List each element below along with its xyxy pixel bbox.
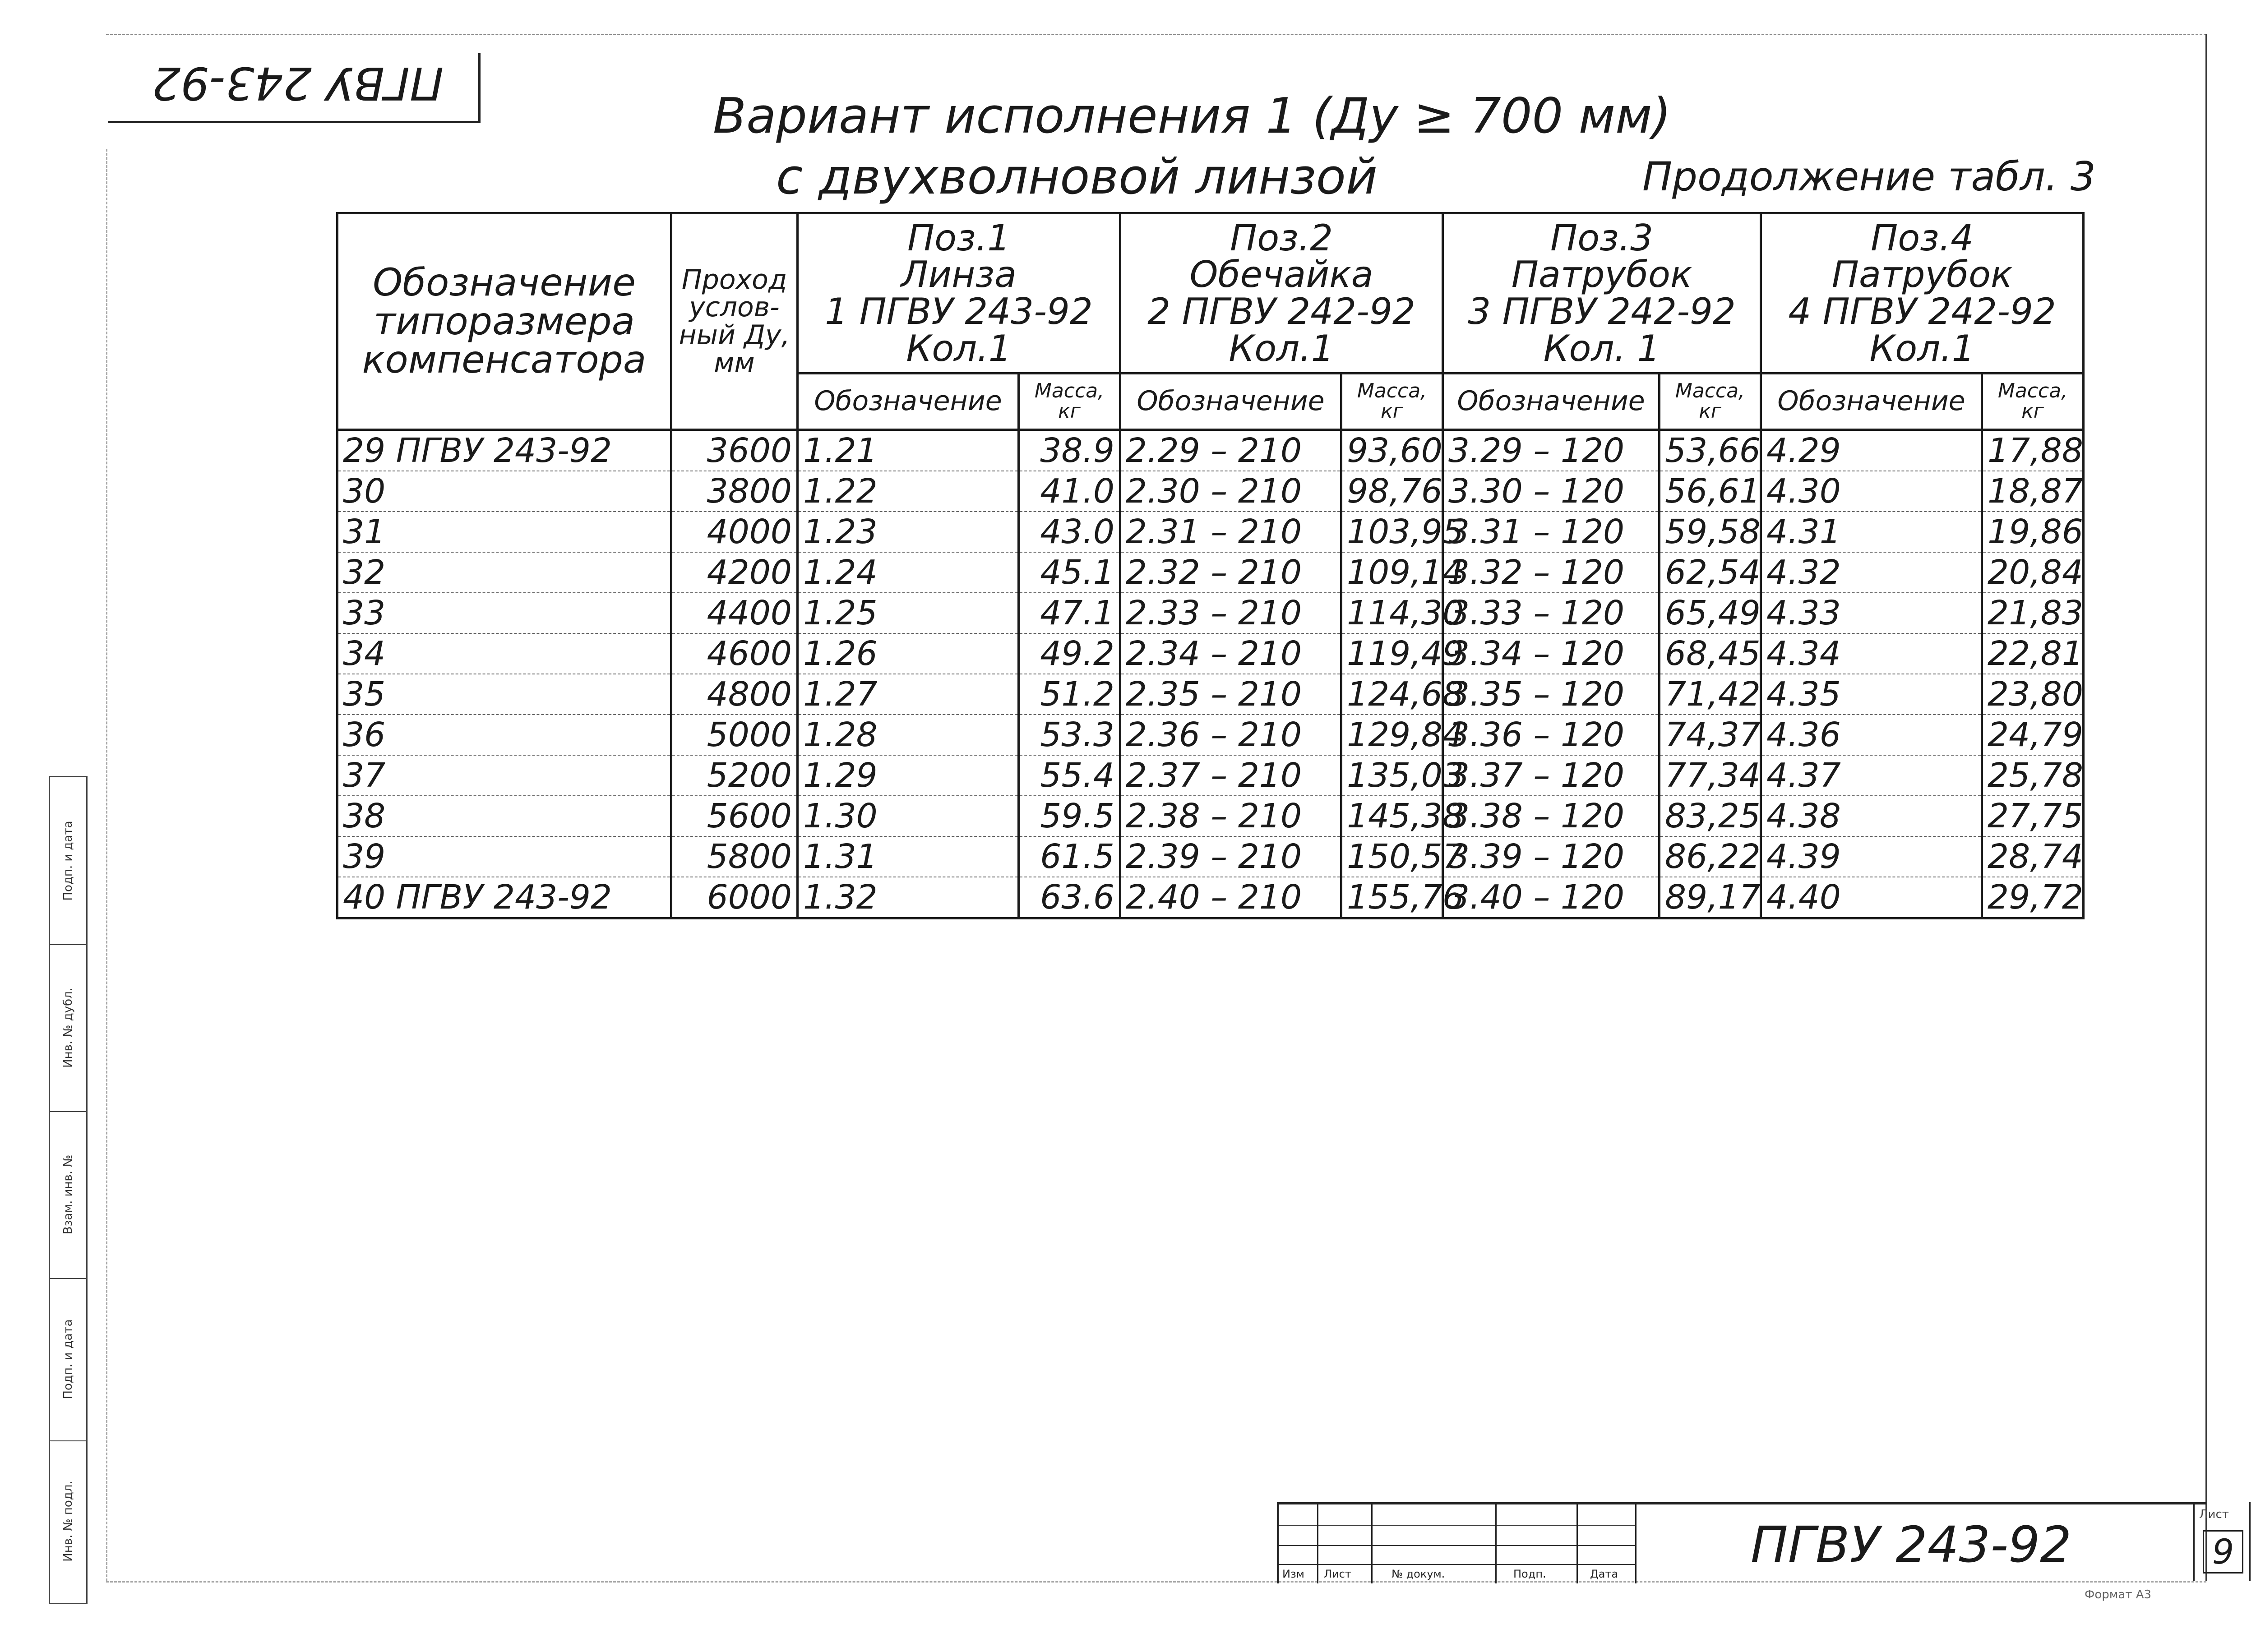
pos3-doc: 3 ПГВУ 242-92: [1468, 291, 1736, 332]
cell-pos4-designation: 4.31: [1761, 512, 1982, 552]
cell-pos4-mass: 22,81: [1982, 633, 2084, 674]
cell-designation: 35: [337, 674, 671, 715]
header-dn: [671, 213, 798, 430]
header-pos4: [1761, 213, 2084, 374]
header-dn-label: Проход услов- ный Ду,: [679, 264, 790, 351]
side-cell: [50, 1111, 86, 1279]
title-block: [1277, 1502, 2206, 1583]
cell-pos1-mass: 63.6: [1019, 877, 1120, 918]
pos3-name: Патрубок: [1511, 254, 1692, 296]
cell-pos3-mass: 89,17: [1660, 877, 1761, 918]
table-row: [337, 715, 2084, 755]
cell-pos3-designation: 3.40 – 120: [1443, 877, 1660, 918]
cell-pos3-mass: 59,58: [1660, 512, 1761, 552]
cell-pos2-designation: 2.36 – 210: [1120, 715, 1341, 755]
cell-pos2-designation: 2.33 – 210: [1120, 593, 1341, 633]
cell-pos2-designation: 2.29 – 210: [1120, 430, 1341, 471]
cell-pos4-designation: 4.37: [1761, 755, 1982, 796]
cell-designation: 29 ПГВУ 243-92: [337, 430, 671, 471]
cell-pos2-mass: 98,76: [1341, 471, 1443, 512]
cell-pos2-mass: 109,14: [1341, 552, 1443, 593]
cell-pos4-designation: 4.34: [1761, 633, 1982, 674]
table-row: [337, 471, 2084, 512]
cell-pos4-mass: 29,72: [1982, 877, 2084, 918]
cell-pos1-mass: 43.0: [1019, 512, 1120, 552]
cell-pos2-mass: 145,38: [1341, 796, 1443, 836]
cell-dn: 4400: [671, 593, 798, 633]
cell-pos2-designation: 2.37 – 210: [1120, 755, 1341, 796]
cell-designation: 34: [337, 633, 671, 674]
subheader-pos4-designation: Обозначение: [1761, 374, 1982, 430]
side-cell: [50, 777, 86, 945]
cell-pos3-mass: 77,34: [1660, 755, 1761, 796]
pos2-name: Обечайка: [1189, 254, 1373, 296]
cell-pos4-designation: 4.32: [1761, 552, 1982, 593]
cell-pos4-mass: 18,87: [1982, 471, 2084, 512]
grid-line: [1495, 1504, 1497, 1583]
pos1-doc: 1 ПГВУ 243-92: [825, 291, 1093, 332]
table-row: [337, 552, 2084, 593]
cell-pos1-mass: 59.5: [1019, 796, 1120, 836]
pos4-name: Патрубок: [1831, 254, 2013, 296]
cell-pos4-designation: 4.40: [1761, 877, 1982, 918]
cell-pos4-mass: 21,83: [1982, 593, 2084, 633]
cell-pos2-mass: 93,60: [1341, 430, 1443, 471]
cell-pos1-designation: 1.26: [798, 633, 1019, 674]
cell-pos2-designation: 2.38 – 210: [1120, 796, 1341, 836]
pos1-title: Поз.1: [907, 217, 1010, 259]
cell-pos3-mass: 74,37: [1660, 715, 1761, 755]
pos3-qty: Кол. 1: [1543, 327, 1660, 369]
sheet-number: 9: [2203, 1530, 2243, 1574]
cell-pos3-mass: 86,22: [1660, 836, 1761, 877]
cell-pos3-designation: 3.36 – 120: [1443, 715, 1660, 755]
cell-pos3-mass: 53,66: [1660, 430, 1761, 471]
table-row: [337, 633, 2084, 674]
cell-pos2-mass: 119,49: [1341, 633, 1443, 674]
table-row: [337, 755, 2084, 796]
cell-dn: 6000: [671, 877, 798, 918]
grid-line: [1279, 1564, 1635, 1565]
table-row: [337, 593, 2084, 633]
grid-line: [1576, 1504, 1578, 1583]
cell-pos2-designation: 2.32 – 210: [1120, 552, 1341, 593]
cell-pos3-designation: 3.35 – 120: [1443, 674, 1660, 715]
tb-label-docnum: № докум.: [1392, 1568, 1445, 1580]
tb-label-change: Изм: [1282, 1568, 1304, 1580]
side-cell-label: Инв. № дубл.: [61, 988, 75, 1068]
cell-pos4-mass: 17,88: [1982, 430, 2084, 471]
cell-pos4-designation: 4.36: [1761, 715, 1982, 755]
tb-label-date: Дата: [1590, 1568, 1618, 1580]
cell-pos3-mass: 62,54: [1660, 552, 1761, 593]
pos1-name: Линза: [901, 254, 1017, 296]
cell-pos2-mass: 114,30: [1341, 593, 1443, 633]
cell-pos3-mass: 71,42: [1660, 674, 1761, 715]
cell-pos1-designation: 1.28: [798, 715, 1019, 755]
pos2-qty: Кол.1: [1229, 327, 1334, 369]
cell-dn: 4800: [671, 674, 798, 715]
cell-pos2-designation: 2.31 – 210: [1120, 512, 1341, 552]
cell-designation: 30: [337, 471, 671, 512]
cell-pos1-designation: 1.25: [798, 593, 1019, 633]
cell-dn: 4000: [671, 512, 798, 552]
sheet-number-box: [2193, 1502, 2251, 1581]
cell-dn: 5200: [671, 755, 798, 796]
cell-pos4-mass: 25,78: [1982, 755, 2084, 796]
cell-pos3-mass: 56,61: [1660, 471, 1761, 512]
cell-pos3-mass: 83,25: [1660, 796, 1761, 836]
cell-pos1-mass: 38.9: [1019, 430, 1120, 471]
side-approval-strip: [49, 776, 88, 1604]
cell-pos1-mass: 47.1: [1019, 593, 1120, 633]
subheader-pos4-mass: Масса, кг: [1982, 374, 2084, 430]
cell-pos1-mass: 61.5: [1019, 836, 1120, 877]
side-cell-label: Инв. № подл.: [61, 1480, 75, 1562]
cell-pos1-mass: 45.1: [1019, 552, 1120, 593]
cell-designation: 31: [337, 512, 671, 552]
document-code: ПГВУ 243-92: [1751, 1516, 2072, 1574]
header-dn-unit: мм: [714, 346, 755, 378]
cell-pos1-designation: 1.23: [798, 512, 1019, 552]
subheader-pos2-mass: Масса, кг: [1341, 374, 1443, 430]
cell-pos4-designation: 4.29: [1761, 430, 1982, 471]
grid-line: [1635, 1504, 1637, 1583]
cell-pos3-designation: 3.34 – 120: [1443, 633, 1660, 674]
header-pos3: [1443, 213, 1761, 374]
grid-line: [1317, 1504, 1318, 1583]
side-cell-label: Взам. инв. №: [61, 1154, 75, 1235]
cell-dn: 4200: [671, 552, 798, 593]
cell-pos3-designation: 3.29 – 120: [1443, 430, 1660, 471]
compensator-spec-table: [336, 212, 2085, 919]
tb-label-sheet: Лист: [1324, 1568, 1351, 1580]
subheader-pos1-designation: Обозначение: [798, 374, 1019, 430]
cell-designation: 38: [337, 796, 671, 836]
cell-pos1-designation: 1.29: [798, 755, 1019, 796]
cell-pos3-designation: 3.31 – 120: [1443, 512, 1660, 552]
cell-pos4-mass: 24,79: [1982, 715, 2084, 755]
frame-left-line: [106, 149, 107, 1581]
cell-designation: 39: [337, 836, 671, 877]
cell-dn: 5800: [671, 836, 798, 877]
cell-pos4-mass: 23,80: [1982, 674, 2084, 715]
cell-pos4-designation: 4.38: [1761, 796, 1982, 836]
cell-designation: 33: [337, 593, 671, 633]
cell-pos2-mass: 129,84: [1341, 715, 1443, 755]
cell-dn: 3800: [671, 471, 798, 512]
frame-top-line: [106, 34, 2206, 35]
cell-pos3-designation: 3.32 – 120: [1443, 552, 1660, 593]
side-cell-label: Подп. и дата: [61, 821, 75, 901]
grid-line: [1371, 1504, 1373, 1583]
cell-pos2-mass: 150,57: [1341, 836, 1443, 877]
header-pos2: [1120, 213, 1443, 374]
cell-dn: 3600: [671, 430, 798, 471]
cell-pos1-mass: 49.2: [1019, 633, 1120, 674]
frame-right-line: [2205, 34, 2207, 1581]
cell-pos2-mass: 135,03: [1341, 755, 1443, 796]
cell-pos4-designation: 4.39: [1761, 836, 1982, 877]
cell-pos1-mass: 53.3: [1019, 715, 1120, 755]
cell-designation: 32: [337, 552, 671, 593]
cell-pos2-designation: 2.30 – 210: [1120, 471, 1341, 512]
grid-line: [1279, 1545, 1635, 1546]
pos2-doc: 2 ПГВУ 242-92: [1147, 291, 1415, 332]
grid-line: [1279, 1525, 1635, 1526]
pos4-qty: Кол.1: [1869, 327, 1975, 369]
subheader-pos2-designation: Обозначение: [1120, 374, 1341, 430]
subheader-pos3-designation: Обозначение: [1443, 374, 1660, 430]
cell-dn: 5600: [671, 796, 798, 836]
table-row: [337, 512, 2084, 552]
cell-pos3-designation: 3.33 – 120: [1443, 593, 1660, 633]
cell-pos4-designation: 4.35: [1761, 674, 1982, 715]
cell-pos1-designation: 1.22: [798, 471, 1019, 512]
cell-dn: 5000: [671, 715, 798, 755]
pos1-qty: Кол.1: [906, 327, 1012, 369]
cell-pos2-mass: 103,95: [1341, 512, 1443, 552]
side-cell: [50, 944, 86, 1112]
header-designation: Обозначение типоразмера компенсатора: [337, 213, 671, 430]
cell-pos1-designation: 1.30: [798, 796, 1019, 836]
title-block-grid: [1277, 1504, 1635, 1583]
cell-pos4-mass: 27,75: [1982, 796, 2084, 836]
cell-pos3-mass: 68,45: [1660, 633, 1761, 674]
table-row: [337, 430, 2084, 471]
cell-pos2-designation: 2.34 – 210: [1120, 633, 1341, 674]
tb-label-signature: Подп.: [1513, 1568, 1546, 1580]
cell-pos1-mass: 51.2: [1019, 674, 1120, 715]
cell-pos3-designation: 3.39 – 120: [1443, 836, 1660, 877]
table-row: [337, 836, 2084, 877]
pos4-title: Поз.4: [1871, 217, 1974, 259]
sheet-label: Лист: [2199, 1508, 2229, 1521]
cell-pos2-mass: 124,68: [1341, 674, 1443, 715]
pos3-title: Поз.3: [1550, 217, 1654, 259]
table-row: [337, 674, 2084, 715]
subheader-pos3-mass: Масса, кг: [1660, 374, 1761, 430]
cell-pos4-designation: 4.33: [1761, 593, 1982, 633]
side-cell: [50, 1440, 86, 1601]
table-row: [337, 877, 2084, 918]
subheader-pos1-mass: Масса, кг: [1019, 374, 1120, 430]
cell-pos1-designation: 1.21: [798, 430, 1019, 471]
cell-pos4-mass: 20,84: [1982, 552, 2084, 593]
stamp-text: ПГВУ 243-92: [152, 57, 444, 110]
header-pos1: [798, 213, 1120, 374]
cell-pos1-designation: 1.27: [798, 674, 1019, 715]
cell-pos1-designation: 1.31: [798, 836, 1019, 877]
spec-table-body: [337, 430, 2084, 918]
pos2-title: Поз.2: [1230, 217, 1333, 259]
side-cell: [50, 1278, 86, 1441]
cell-designation: 36: [337, 715, 671, 755]
cell-designation: 40 ПГВУ 243-92: [337, 877, 671, 918]
cell-designation: 37: [337, 755, 671, 796]
table-continuation-label: Продолжение табл. 3: [1642, 153, 2096, 200]
side-cell-label: Подп. и дата: [61, 1319, 75, 1399]
cell-pos3-designation: 3.38 – 120: [1443, 796, 1660, 836]
cell-pos4-designation: 4.30: [1761, 471, 1982, 512]
format-note: Формат А3: [2085, 1588, 2152, 1601]
cell-pos3-mass: 65,49: [1660, 593, 1761, 633]
cell-pos2-designation: 2.40 – 210: [1120, 877, 1341, 918]
table-row: [337, 796, 2084, 836]
cell-pos3-designation: 3.37 – 120: [1443, 755, 1660, 796]
cell-pos2-designation: 2.35 – 210: [1120, 674, 1341, 715]
cell-pos1-mass: 41.0: [1019, 471, 1120, 512]
title-line-1: Вариант исполнения 1 (Ду ≥ 700 мм): [713, 88, 1671, 144]
cell-pos3-designation: 3.30 – 120: [1443, 471, 1660, 512]
cell-pos2-designation: 2.39 – 210: [1120, 836, 1341, 877]
cell-pos1-designation: 1.32: [798, 877, 1019, 918]
cell-pos4-mass: 19,86: [1982, 512, 2084, 552]
cell-pos1-designation: 1.24: [798, 552, 1019, 593]
cell-pos1-mass: 55.4: [1019, 755, 1120, 796]
cell-pos4-mass: 28,74: [1982, 836, 2084, 877]
title-line-2: с двухволновой линзой: [776, 149, 1378, 205]
cell-dn: 4600: [671, 633, 798, 674]
pos4-doc: 4 ПГВУ 242-92: [1788, 291, 2056, 332]
document-stamp: [108, 53, 481, 123]
cell-pos2-mass: 155,76: [1341, 877, 1443, 918]
